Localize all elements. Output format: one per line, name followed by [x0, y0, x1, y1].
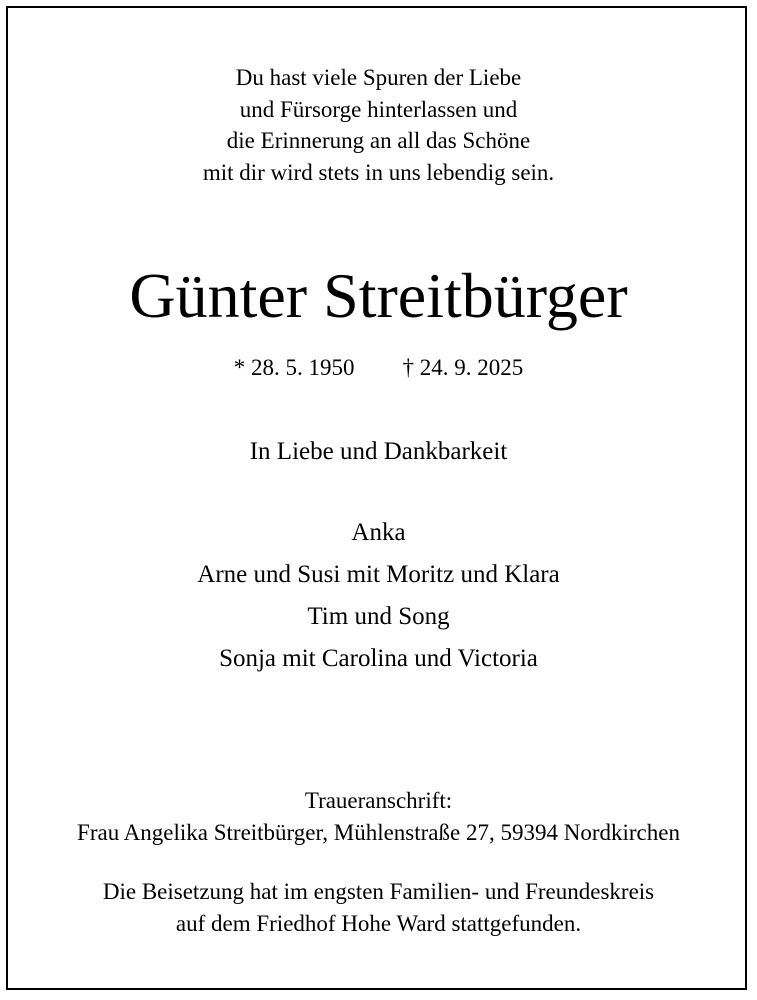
poem-line: Du hast viele Spuren der Liebe	[235, 65, 522, 90]
deceased-name: Günter Streitbürger	[129, 260, 628, 331]
birth-date: * 28. 5. 1950	[233, 355, 355, 380]
mourning-address: Frau Angelika Streitbürger, Mühlenstraße 27, 59394 Nordkirchen	[77, 820, 680, 845]
death-date: † 24. 9. 2025	[402, 355, 524, 380]
family-member: Tim und Song	[307, 603, 450, 630]
poem-line: und Fürsorge hinterlassen und	[239, 96, 518, 122]
burial-line: auf dem Friedhof Hohe Ward stattgefunden.	[175, 911, 582, 936]
burial-line: Die Beisetzung hat im engsten Familien- und Freundeskreis	[102, 879, 655, 904]
family-member: Sonja mit Carolina und Victoria	[219, 645, 538, 672]
address-label: Traueranschrift:	[304, 788, 453, 813]
family-member: Arne und Susi mit Moritz und Klara	[197, 561, 560, 588]
thanks-line: In Liebe und Dankbarkeit	[249, 438, 508, 465]
family-member: Anka	[351, 519, 406, 546]
life-dates	[0, 353, 757, 383]
burial-note	[0, 876, 757, 940]
poem-line: die Erinnerung an all das Schöne	[226, 128, 531, 153]
poem-line: mit dir wird stets in uns lebendig sein.	[202, 159, 555, 185]
family-list	[0, 512, 757, 680]
poem	[0, 62, 757, 188]
